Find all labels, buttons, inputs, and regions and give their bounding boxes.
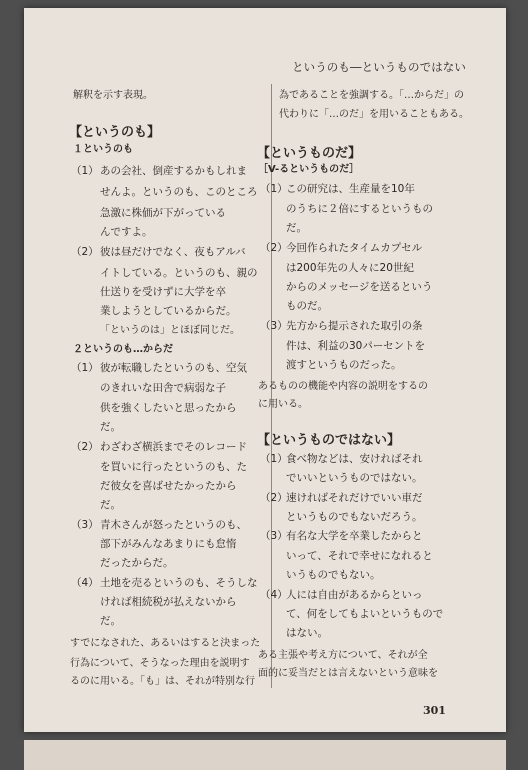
running-header: というのも―というものではない	[292, 60, 466, 74]
example-line: 青木さんが怒ったというのも、	[100, 519, 247, 531]
example-number: （3）	[260, 530, 288, 542]
example-line: いって、それで幸せになれると	[286, 550, 433, 562]
example-line: いうものでもない。	[286, 569, 381, 581]
example-line: だ。	[100, 421, 121, 433]
example-line: 部下がみんなあまりにも怠惰	[100, 538, 237, 550]
example-number: （2）	[71, 246, 99, 258]
example-line: んですよ。	[100, 226, 153, 238]
example-line: 供を強くしたいと思ったから	[100, 402, 237, 414]
example-line: だ。	[100, 615, 121, 627]
example-line: 人には自由があるからといっ	[286, 589, 423, 601]
intro-line: 解釈を示す表現。	[73, 90, 153, 101]
example-line: のうちに２倍にするというもの	[286, 203, 433, 215]
example-line: 業しようとしているからだ。	[100, 305, 237, 317]
example-line: わざわざ横浜までそのレコード	[100, 441, 247, 453]
example-number: （4）	[260, 589, 288, 601]
page-number: 301	[423, 704, 446, 717]
example-number: （4）	[71, 577, 99, 589]
example-line: この研究は、生産量を10年	[286, 183, 415, 195]
example-line: だ。	[286, 222, 307, 234]
book-page	[24, 8, 506, 732]
usage-note: 「というのは」とほぼ同じだ。	[100, 325, 240, 336]
example-line: というものでもないだろう。	[286, 511, 423, 523]
example-line: て、何をしてもよいというもので	[286, 608, 444, 620]
example-line: ものだ。	[286, 300, 328, 312]
continuation-line: 代わりに「…のだ」を用いることもある。	[279, 109, 469, 120]
explanation-line: ある主張や考え方について、それが全	[258, 650, 428, 661]
example-line: 有名な大学を卒業したからと	[286, 530, 423, 542]
example-number: （1）	[260, 453, 288, 465]
continuation-line: 為であることを強調する。「…からだ」の	[279, 90, 464, 101]
example-line: 今回作られたタイムカプセル	[286, 242, 423, 254]
explanation-line: るのに用いる。「も」は、それが特別な行	[70, 676, 255, 687]
entry-heading-toiumonodewanai: 【というものではない】	[257, 433, 401, 448]
example-line: でいいというものではない。	[286, 472, 423, 484]
example-number: （1）	[260, 183, 288, 195]
example-line: 彼は昼だけでなく、夜もアルバ	[100, 246, 246, 258]
pattern-heading: ［V-るというものだ］	[258, 164, 360, 175]
explanation-line: 面的に妥当だとは言えないという意味を	[258, 668, 438, 679]
example-line: あの会社、倒産するかもしれま	[100, 165, 247, 177]
example-line: 仕送りを受けずに大学を卒	[100, 286, 226, 298]
example-line: 土地を売るというのも、そうしな	[100, 577, 258, 589]
entry-heading-toiunomo: 【というのも】	[69, 125, 161, 140]
explanation-line: に用いる。	[258, 399, 308, 410]
example-line: 渡すというものだった。	[286, 359, 402, 371]
example-line: 急激に株価が下がっている	[100, 207, 226, 219]
example-line: のきれいな田舎で病弱な子	[100, 382, 226, 394]
example-line: 彼が転職したというのも、空気	[100, 362, 247, 374]
example-line: せんよ。というのも、このところ	[100, 186, 258, 198]
example-number: （2）	[260, 492, 288, 504]
example-number: （2）	[260, 242, 288, 254]
example-line: ければ相続税が払えないから	[100, 596, 237, 608]
example-line: は200年先の人々に20世紀	[286, 262, 414, 274]
example-line: 先方から提示された取引の条	[286, 320, 423, 332]
example-line: を買いに行ったというのも、た	[100, 461, 247, 473]
example-line: 食べ物などは、安ければそれ	[286, 453, 423, 465]
sense-heading-2: ２というのも…からだ	[73, 344, 173, 355]
explanation-line: すでになされた、あるいはすると決まった	[70, 638, 261, 649]
example-line: だ彼女を喜ばせたかったから	[100, 480, 237, 492]
sense-heading-1: １というのも	[73, 144, 133, 155]
example-line: イトしている。というのも、親の	[100, 267, 258, 279]
example-line: だったからだ。	[100, 557, 174, 569]
example-line: だ。	[100, 499, 121, 511]
example-number: （1）	[71, 165, 99, 177]
entry-heading-toiumonoda: 【というものだ】	[257, 146, 362, 161]
example-line: 速ければそれだけでいい車だ	[286, 492, 423, 504]
example-number: （3）	[71, 519, 99, 531]
next-page-edge	[24, 740, 506, 770]
example-line: はない。	[286, 627, 328, 639]
example-number: （1）	[71, 362, 99, 374]
explanation-line: あるものの機能や内容の説明をするの	[258, 381, 428, 392]
explanation-line: 行為について、そうなった理由を説明す	[70, 658, 250, 669]
example-line: 件は、利益の30パーセントを	[286, 340, 426, 352]
example-line: からのメッセージを送るという	[286, 281, 433, 293]
example-number: （2）	[71, 441, 99, 453]
example-number: （3）	[260, 320, 288, 332]
